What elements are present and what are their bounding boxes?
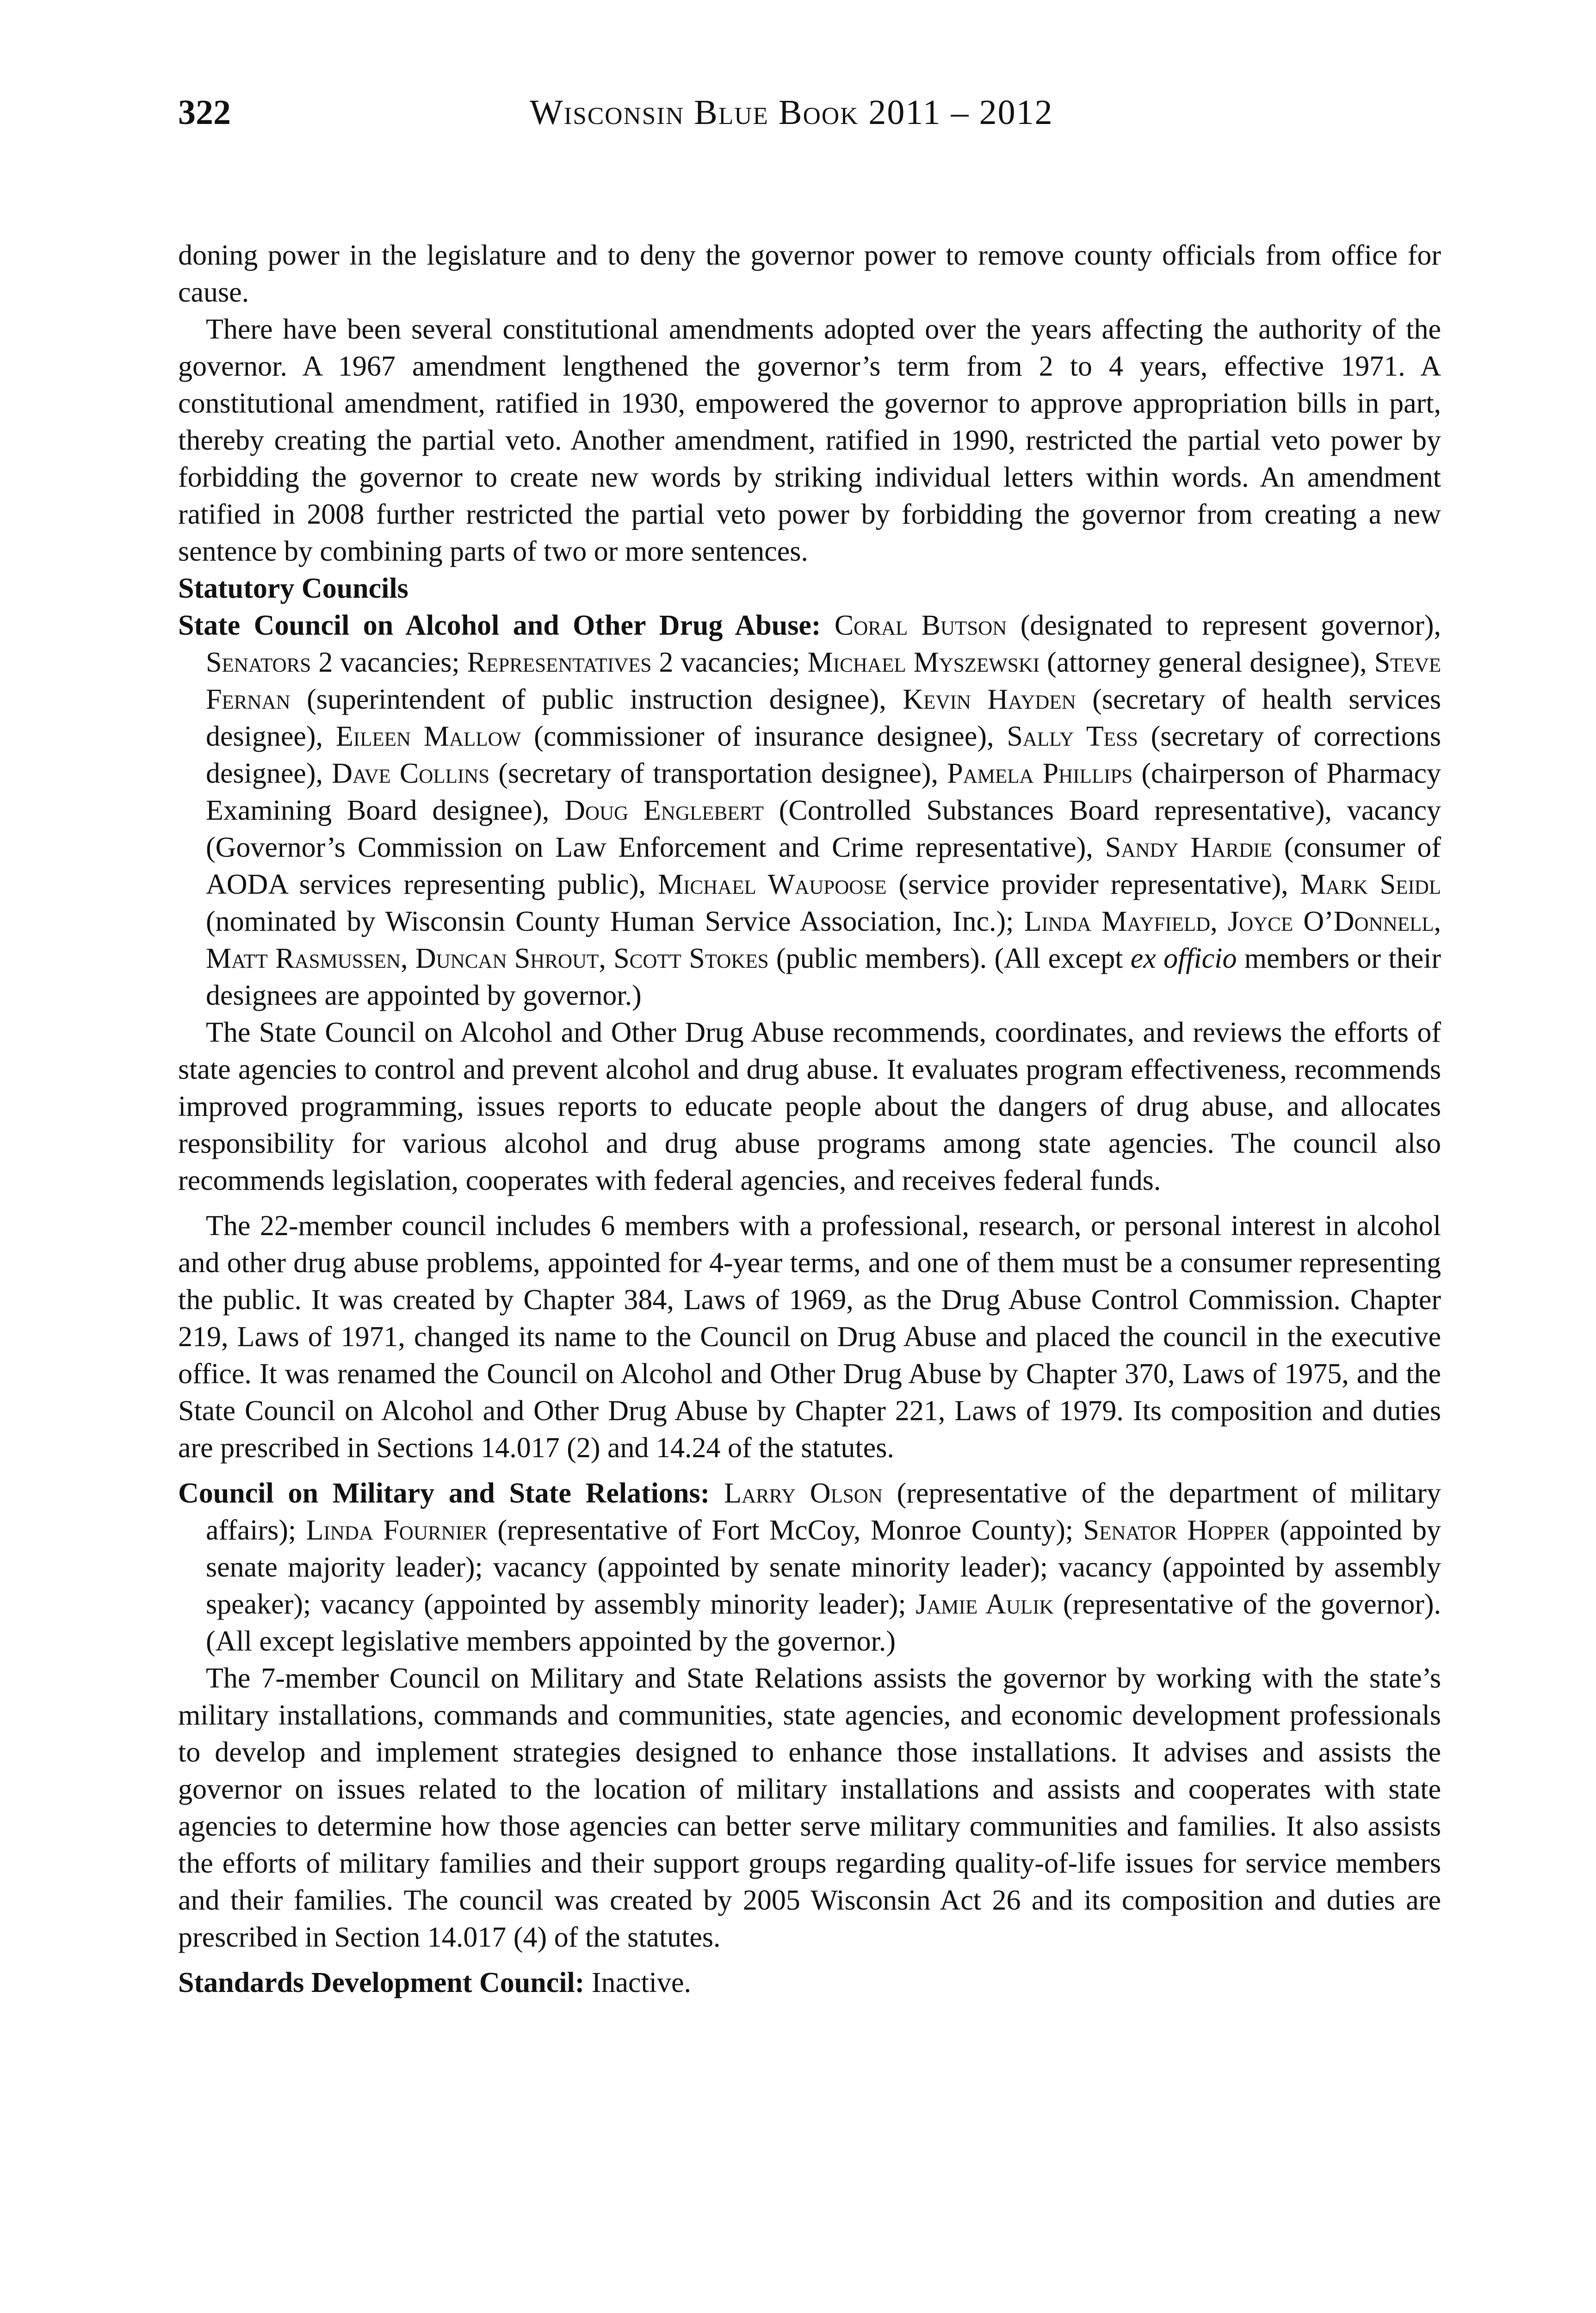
military-description: The 7-member Council on Military and State Relations assists the governor by working with the state’s military installations, commands and communities, state agencies, and economic development professionals to develop and implement strategies designed to enhance those installations. It advises and assists the governor on issues related to the location of military installations and assists and cooperates with state agencies to determine how those agencies can better serve military communities and families. It also assists the efforts of military families and their support groups regarding quality-of-life issues for service members and their families. The council was created by 2005 Wisconsin Act 26 and its composition and duties are prescribed in Section 14.017 (4) of the statutes. (178, 1663, 1441, 1953)
page-number: 322 (178, 93, 231, 132)
aoda-history: The 22-member council includes 6 members with a professional, research, or personal interest in alcohol and other drug abuse problems, appointed for 4-year terms, and one of them must be a consumer representing the public. It was created by Chapter 384, Laws of 1969, as the Drug Abuse Control Commission. Chapter 219, Laws of 1971, changed its name to the Council on Drug Abuse and placed the council in the executive office. It was renamed the Council on Alcohol and Other Drug Abuse by Chapter 370, Laws of 1975, and the State Council on Alcohol and Other Drug Abuse by Chapter 221, Laws of 1979. Its composition and duties are prescribed in Sections 14.017 (2) and 14.24 of the statutes. (178, 1210, 1441, 1464)
member-name: Sally Tess (1007, 721, 1138, 752)
member-name: Eileen Mallow (335, 721, 521, 752)
page-body (178, 237, 1441, 2001)
member-name: Doug Englebert (564, 795, 764, 826)
paragraph-amendments: There have been several constitutional amendments adopted over the years affecting the authority of the governor. A 1967 amendment lengthened the governor’s term from 2 to 4 years, effective 1971. A constitutional amendment, ratified in 1930, empowered the governor to approve appropriation bills in part, thereby creating the partial veto. Another amendment, ratified in 1990, restricted the partial veto power by forbidding the governor to create new words by striking individual letters within words. An amendment ratified in 2008 further restricted the partial veto power by forbidding the governor from creating a new sentence by combining parts of two or more sentences. (178, 314, 1441, 567)
member-name: Larry Olson (724, 1478, 883, 1509)
member-name: Dave Collins (332, 758, 490, 789)
member-name: Senators (206, 647, 311, 678)
running-title: Wisconsin Blue Book 2011 – 2012 (530, 93, 1053, 132)
member-name: Jamie Aulik (916, 1589, 1054, 1620)
italic-term: ex officio (1130, 943, 1237, 974)
entry-standards-council (178, 1964, 1441, 2001)
member-name: Representatives (467, 647, 652, 678)
entry-aoda-council: State Council on Alcohol and Other Drug Abuse: Coral Butson (designated to represent governor), Senators 2 vacancies; Representatives 2 vacancies; Michael Myszewski (attorney general designee), Steve Fernan (superintendent of public instruction designee), Kevin Hayden (secretary of health services designee), Eileen Mallow (commissioner of insurance designee), Sally Tess (secretary of corrections designee), Dave Collins (secretary of transportation designee), Pamela Phillips (chairperson of Pharmacy Examining Board designee), Doug Englebert (Controlled Substances Board representative), vacancy (Governor’s Commission on Law Enforcement and Crime representative), Sandy Hardie (consumer of AODA services representing public), Michael Waupoose (service provider representative), Mark Seidl (nominated by Wisconsin County Human Service Association, Inc.); Linda Mayfield, Joyce O’Donnell, Matt Rasmussen, Duncan Shrout, Scott Stokes (public members). (All except ex officio members or their designees are appointed by governor.) (178, 610, 1441, 1011)
page-header (178, 93, 1441, 143)
member-name: Michael Waupoose (658, 869, 887, 900)
member-name: Mark Seidl (1300, 869, 1441, 900)
member-names-public: Linda Mayfield, Joyce O’Donnell, Matt Rasmussen, Duncan Shrout, Scott Stokes (206, 906, 1441, 974)
member-name: Michael Myszewski (807, 647, 1040, 678)
member-name: Senator Hopper (1083, 1515, 1270, 1546)
entry-status: Inactive. (584, 1967, 692, 1998)
entry-title: Council on Military and State Relations: (178, 1478, 710, 1509)
member-name: Linda Fournier (306, 1515, 488, 1546)
aoda-description: The State Council on Alcohol and Other Drug Abuse recommends, coordinates, and reviews the efforts of state agencies to control and prevent alcohol and drug abuse. It evaluates program effectiveness, recommends improved programming, issues reports to educate people about the dangers of drug abuse, and allocates responsibility for various alcohol and drug abuse programs among state agencies. The council also recommends legislation, cooperates with federal agencies, and receives federal funds. (178, 1017, 1441, 1196)
member-name: Coral Butson (834, 610, 1007, 641)
member-name: Steve Fernan (206, 647, 1441, 715)
member-name: Pamela Phillips (947, 758, 1133, 789)
member-name: Kevin Hayden (903, 684, 1076, 715)
section-heading: Statutory Councils (178, 573, 408, 604)
paragraph-continued: doning power in the legislature and to deny the governor power to remove county officials from office for cause. (178, 240, 1441, 308)
entry-title: Standards Development Council: (178, 1967, 585, 1998)
entry-title: State Council on Alcohol and Other Drug Abuse: (178, 610, 821, 641)
entry-military-council: Council on Military and State Relations: Larry Olson (representative of the department of military affairs); Linda Fournier (representative of Fort McCoy, Monroe County); Senator Hopper (appointed by senate majority leader); vacancy (appointed by senate minority leader); vacancy (appointed by assembly speaker); vacancy (appointed by assembly minority leader); Jamie Aulik (representative of the governor). (All except legislative members appointed by the governor.) (178, 1478, 1441, 1657)
member-name: Sandy Hardie (1105, 832, 1272, 863)
